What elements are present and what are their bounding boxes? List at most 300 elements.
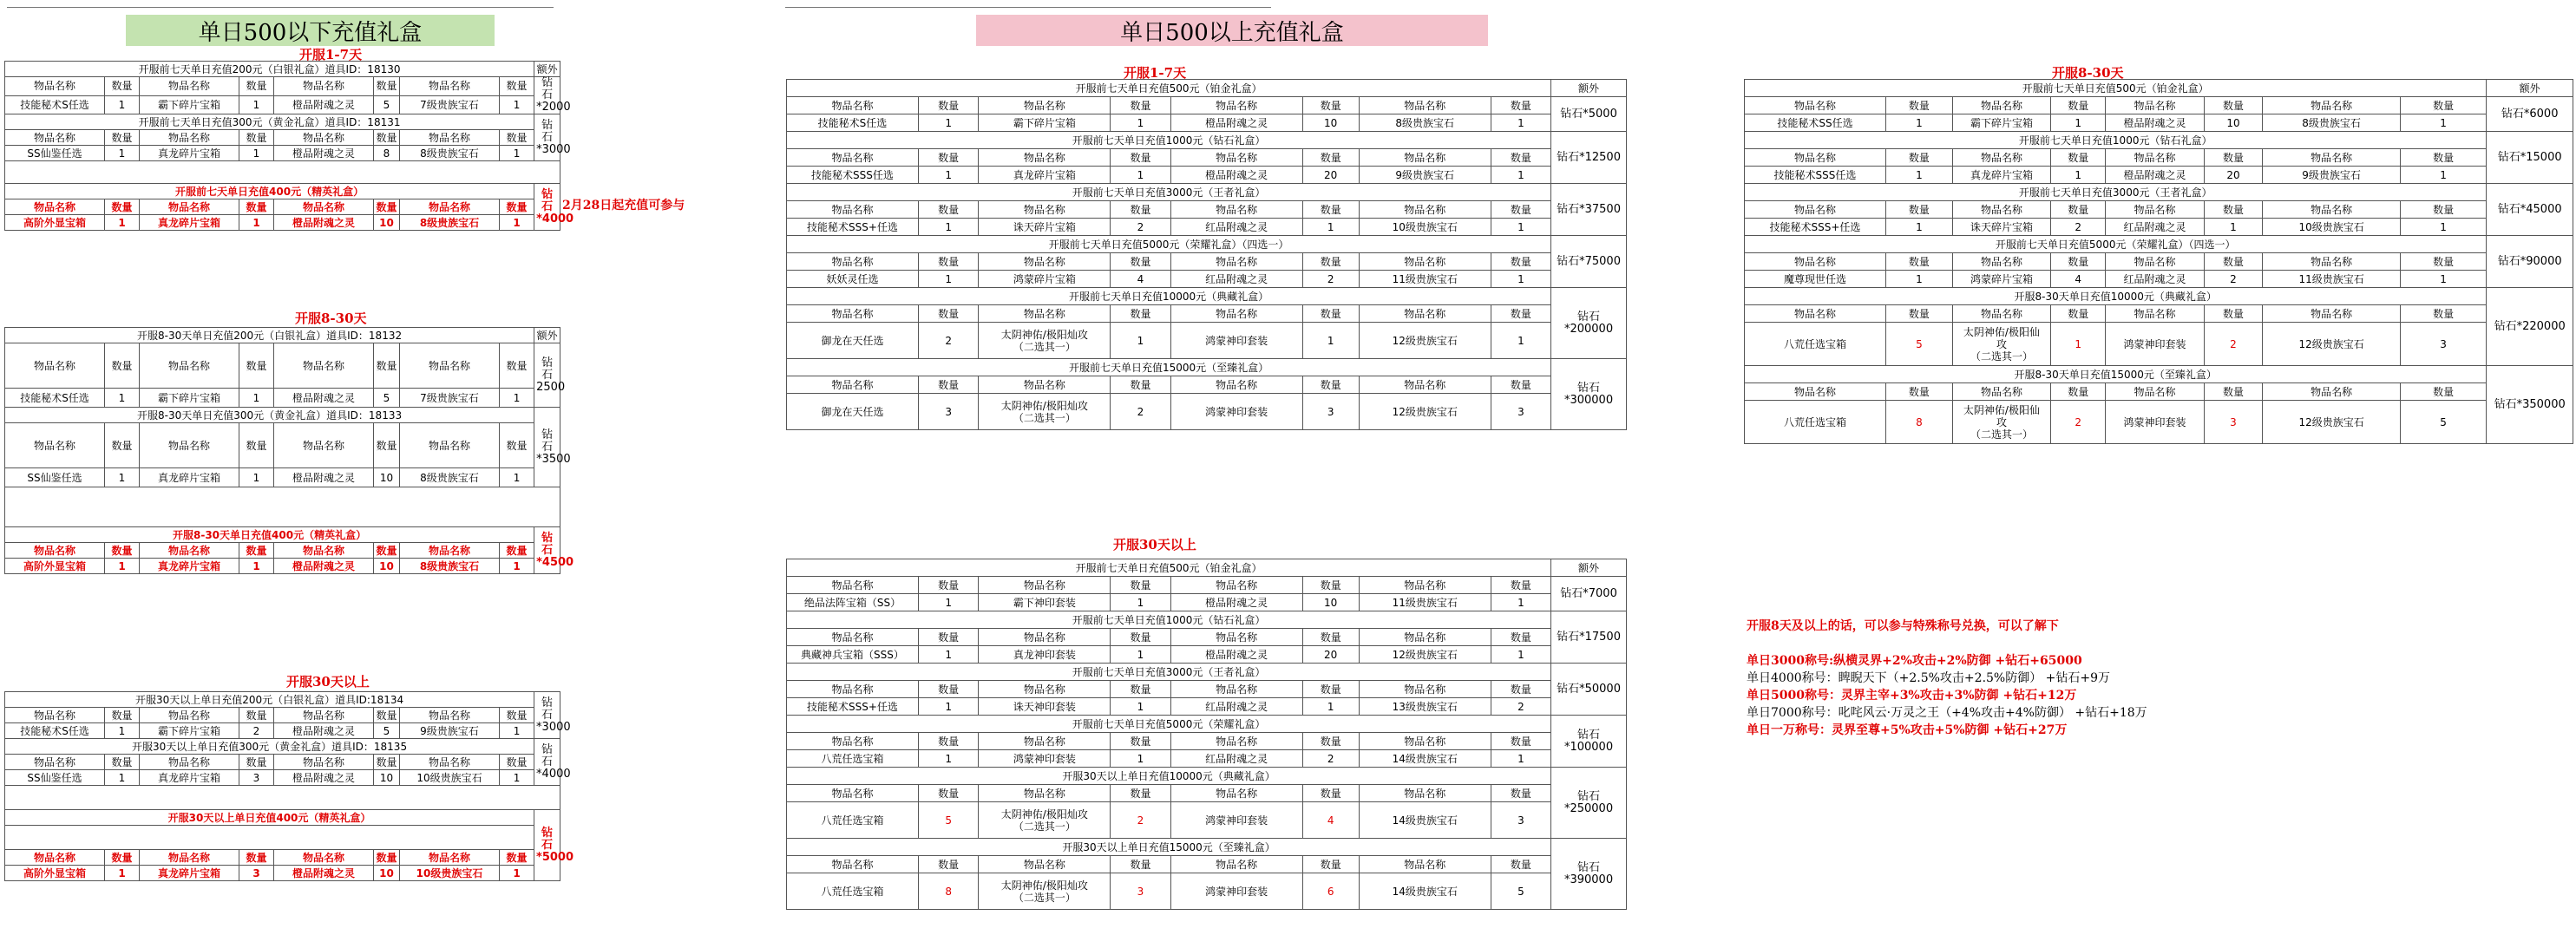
item-qty: 数量 — [2051, 201, 2106, 219]
item-name: 物品名称 — [274, 130, 374, 146]
extra-reward: 钻石*200000 — [1551, 288, 1627, 359]
table-row — [1745, 271, 2573, 288]
header-right-8-30: 开服8-30天 — [2052, 65, 2124, 81]
item-qty: 5 — [374, 95, 400, 114]
table-row — [5, 161, 560, 184]
title-note: 单日一万称号：灵界至尊+5%攻击+5%防御 +钻石+27万 — [1747, 723, 2068, 737]
item-qty: 数量 — [239, 130, 274, 146]
table-row — [787, 184, 1627, 201]
item-name: 物品名称 — [274, 708, 374, 723]
item-qty: 10 — [374, 866, 400, 881]
item-name: 物品名称 — [1170, 305, 1302, 323]
table-row — [787, 577, 1627, 594]
item-qty: 数量 — [374, 343, 400, 389]
table-row — [1745, 305, 2573, 323]
item-qty: 数量 — [1491, 201, 1550, 219]
divider — [7, 7, 554, 8]
item-name: 10级贵族宝石 — [400, 866, 500, 881]
box-caption: 开服前七天单日充值15000元（至臻礼盒） — [787, 359, 1551, 376]
item-qty: 1 — [105, 770, 140, 786]
table-row — [5, 199, 560, 215]
item-qty: 数量 — [2204, 383, 2263, 401]
item-name: 物品名称 — [2263, 149, 2400, 167]
item-name: 橙品附魂之灵 — [274, 770, 374, 786]
item-name: 太阴神佑/极阳仙 攻 （二选其一） — [1952, 323, 2050, 366]
item-qty: 数量 — [239, 77, 274, 96]
item-name: 14级贵族宝石 — [1359, 802, 1491, 839]
item-name: 物品名称 — [1170, 856, 1302, 873]
item-qty: 2 — [1491, 698, 1550, 716]
item-qty: 数量 — [105, 543, 140, 559]
item-name: 物品名称 — [1170, 681, 1302, 698]
item-qty: 数量 — [239, 850, 274, 866]
item-name: 物品名称 — [1359, 681, 1491, 698]
table-row — [787, 664, 1627, 681]
item-name: 物品名称 — [5, 423, 105, 468]
item-qty: 1 — [918, 646, 978, 664]
item-name: 物品名称 — [140, 755, 239, 770]
item-name: 物品名称 — [1359, 577, 1491, 594]
item-qty: 数量 — [2400, 97, 2487, 114]
item-qty: 数量 — [1302, 681, 1359, 698]
item-name: 物品名称 — [979, 733, 1111, 750]
box-caption: 开服30天以上单日充值300元（黄金礼盒）道具ID：18135 — [5, 739, 534, 755]
extra-reward: 钻石2500 — [534, 343, 560, 408]
item-qty: 1 — [1111, 167, 1170, 184]
title-note: 单日7000称号：叱咤风云·万灵之王（+4%攻击+4%防御） +钻石+18万 — [1747, 706, 2147, 720]
item-name: 鸿蒙神印套装 — [979, 750, 1111, 768]
banner-over-500: 单日500以上充值礼盒 — [976, 15, 1488, 46]
item-qty: 1 — [1491, 594, 1550, 611]
item-qty: 数量 — [374, 423, 400, 468]
table-row — [787, 132, 1627, 149]
item-qty: 数量 — [1491, 785, 1550, 802]
box-caption: 开服前七天单日充值1000元（钻石礼盒） — [1745, 132, 2487, 149]
extra-reward: 钻石*7000 — [1551, 577, 1627, 611]
item-name: 技能秘术SS任选 — [1745, 114, 1886, 132]
item-name: 10级贵族宝石 — [400, 770, 500, 786]
item-name: 鸿蒙神印套装 — [1170, 873, 1302, 910]
item-qty: 数量 — [105, 423, 140, 468]
item-qty: 数量 — [1491, 681, 1550, 698]
item-name: 绝品法阵宝箱（SS） — [787, 594, 919, 611]
box-caption: 开服前七天单日充值400元（精英礼盒） — [5, 184, 534, 199]
item-qty: 数量 — [500, 423, 534, 468]
item-qty: 数量 — [1302, 97, 1359, 114]
box-caption: 开服8-30天单日充值200元（白银礼盒）道具ID：18132 — [5, 328, 534, 343]
item-name: 鸿蒙神印套装 — [1170, 323, 1302, 359]
item-qty: 10 — [374, 770, 400, 786]
extra-reward: 钻石*15000 — [2487, 132, 2573, 184]
item-qty: 数量 — [1111, 376, 1170, 394]
extra-reward: 钻石*350000 — [2487, 366, 2573, 444]
item-name: 物品名称 — [1745, 201, 1886, 219]
item-qty: 1 — [918, 219, 978, 236]
item-qty: 1 — [918, 698, 978, 716]
item-qty: 数量 — [105, 199, 140, 215]
item-name: 橙品附魂之灵 — [274, 723, 374, 739]
title-notes — [1747, 618, 2147, 739]
table-row — [5, 755, 560, 770]
item-qty: 数量 — [374, 77, 400, 96]
table-row — [5, 423, 560, 468]
item-name: 物品名称 — [787, 97, 919, 114]
table-row — [787, 288, 1627, 305]
item-qty: 3 — [1491, 394, 1550, 430]
item-name: 8级贵族宝石 — [400, 468, 500, 487]
box-caption: 开服8-30天单日充值10000元（典藏礼盒） — [1745, 288, 2487, 305]
item-name: 物品名称 — [1952, 149, 2050, 167]
item-name: 霸下碎片宝箱 — [979, 114, 1111, 132]
box-caption: 开服前七天单日充值300元（黄金礼盒）道具ID：18131 — [5, 114, 534, 130]
table-left-30plus — [4, 691, 574, 881]
item-name: 八荒任选宝箱 — [1745, 401, 1886, 444]
item-qty: 数量 — [374, 199, 400, 215]
item-qty: 1 — [500, 95, 534, 114]
item-qty: 3 — [1111, 873, 1170, 910]
item-qty: 数量 — [918, 253, 978, 271]
item-qty: 数量 — [1111, 149, 1170, 167]
item-name: 物品名称 — [787, 149, 919, 167]
table-row — [787, 873, 1627, 910]
item-name: 物品名称 — [979, 149, 1111, 167]
item-qty: 数量 — [239, 708, 274, 723]
table-row — [5, 114, 560, 130]
item-qty: 数量 — [918, 856, 978, 873]
item-name: 物品名称 — [979, 629, 1111, 646]
item-qty: 5 — [1491, 873, 1550, 910]
item-name: 物品名称 — [2106, 97, 2204, 114]
item-qty: 1 — [500, 468, 534, 487]
item-qty: 数量 — [500, 708, 534, 723]
item-qty: 1 — [2051, 114, 2106, 132]
table-row — [5, 328, 560, 343]
table-row — [787, 856, 1627, 873]
item-qty: 1 — [105, 389, 140, 408]
table-row — [1745, 132, 2573, 149]
extra-reward: 钻石*17500 — [1551, 611, 1627, 664]
item-qty: 数量 — [1491, 577, 1550, 594]
item-qty: 1 — [1111, 114, 1170, 132]
box-caption: 开服前七天单日充值1000元（钻石礼盒） — [787, 611, 1551, 629]
item-qty: 数量 — [105, 343, 140, 389]
item-qty: 2 — [239, 723, 274, 739]
banner-under-500: 单日500以下充值礼盒 — [126, 15, 495, 46]
item-name: 8级贵族宝石 — [1359, 114, 1491, 132]
item-name: 物品名称 — [1359, 201, 1491, 219]
item-qty: 2 — [2051, 401, 2106, 444]
item-qty: 1 — [1111, 323, 1170, 359]
item-qty: 1 — [500, 146, 534, 161]
item-name: 12级贵族宝石 — [2263, 401, 2400, 444]
table-row — [5, 343, 560, 389]
table-row — [787, 236, 1627, 253]
item-qty: 数量 — [1302, 305, 1359, 323]
table-row — [787, 716, 1627, 733]
item-qty: 数量 — [1885, 97, 1952, 114]
item-qty: 1 — [1491, 750, 1550, 768]
table-row — [5, 487, 560, 527]
item-name: SS仙鉴任选 — [5, 146, 105, 161]
item-qty: 2 — [2204, 271, 2263, 288]
item-name: 八荒任选宝箱 — [787, 750, 919, 768]
item-qty: 数量 — [2204, 97, 2263, 114]
item-name: 物品名称 — [2263, 97, 2400, 114]
extra-reward: 钻石*3000 — [534, 692, 560, 739]
table-row — [5, 95, 560, 114]
item-name: 霸下碎片宝箱 — [140, 95, 239, 114]
item-name: 物品名称 — [5, 708, 105, 723]
table-row — [787, 253, 1627, 271]
item-qty: 数量 — [2051, 383, 2106, 401]
item-name: 八荒任选宝箱 — [787, 802, 919, 839]
item-qty: 数量 — [2400, 253, 2487, 271]
table-row — [787, 359, 1627, 376]
item-qty: 1 — [2204, 219, 2263, 236]
table-row — [787, 733, 1627, 750]
item-qty: 数量 — [918, 733, 978, 750]
item-qty: 数量 — [374, 130, 400, 146]
table-row — [787, 305, 1627, 323]
item-name: 霸下碎片宝箱 — [140, 389, 239, 408]
table-row — [5, 468, 560, 487]
item-name: 物品名称 — [400, 199, 500, 215]
extra-header: 额外 — [1551, 80, 1627, 97]
item-name: 物品名称 — [5, 543, 105, 559]
item-qty: 数量 — [374, 755, 400, 770]
item-name: 物品名称 — [1170, 629, 1302, 646]
item-qty: 1 — [918, 114, 978, 132]
item-qty: 2 — [1111, 802, 1170, 839]
item-name: 物品名称 — [979, 253, 1111, 271]
table-row — [5, 739, 560, 755]
item-qty: 1 — [1302, 323, 1359, 359]
item-qty: 数量 — [374, 850, 400, 866]
table-row — [1745, 167, 2573, 184]
extra-reward: 钻石*75000 — [1551, 236, 1627, 288]
item-qty: 数量 — [1111, 201, 1170, 219]
box-caption: 开服前七天单日充值5000元（荣耀礼盒）（四选一） — [787, 236, 1551, 253]
item-qty: 数量 — [2400, 149, 2487, 167]
item-name: 红品附魂之灵 — [1170, 698, 1302, 716]
item-qty: 数量 — [918, 201, 978, 219]
item-name: 物品名称 — [1170, 577, 1302, 594]
item-qty: 数量 — [1491, 376, 1550, 394]
item-qty: 1 — [105, 866, 140, 881]
item-qty: 数量 — [2400, 383, 2487, 401]
item-qty: 1 — [105, 215, 140, 231]
table-row — [787, 114, 1627, 132]
box-caption: 开服30天以上单日充值15000元（至臻礼盒） — [787, 839, 1551, 856]
item-name: 御龙在天任选 — [787, 323, 919, 359]
item-qty: 数量 — [500, 343, 534, 389]
item-name: 橙品附魂之灵 — [1170, 167, 1302, 184]
box-caption: 开服30天以上单日充值400元（精英礼盒） — [5, 810, 534, 826]
item-qty: 1 — [500, 215, 534, 231]
item-qty: 数量 — [1111, 305, 1170, 323]
table-row — [787, 80, 1627, 97]
item-name: 物品名称 — [400, 77, 500, 96]
item-name: 诛天神印套装 — [979, 698, 1111, 716]
item-qty: 数量 — [1302, 577, 1359, 594]
table-row — [787, 376, 1627, 394]
item-name: 物品名称 — [1170, 253, 1302, 271]
item-qty: 10 — [2204, 114, 2263, 132]
header-left-30plus: 开服30天以上 — [286, 674, 370, 690]
item-qty: 数量 — [1302, 201, 1359, 219]
item-name: 高阶外显宝箱 — [5, 559, 105, 574]
item-qty: 4 — [1111, 271, 1170, 288]
item-qty: 10 — [374, 559, 400, 574]
box-caption: 开服8-30天单日充值400元（精英礼盒） — [5, 527, 534, 543]
side-note-feb28: 2月28日起充值可参与 — [562, 199, 685, 212]
table-row — [5, 850, 560, 866]
extra-reward: 钻石*220000 — [2487, 288, 2573, 366]
table-row — [787, 681, 1627, 698]
extra-reward: 钻石*300000 — [1551, 359, 1627, 430]
item-qty: 数量 — [1302, 733, 1359, 750]
item-name: 真龙碎片宝箱 — [979, 167, 1111, 184]
table-row — [1745, 97, 2573, 114]
item-name: 技能秘术SSS任选 — [1745, 167, 1886, 184]
box-caption: 开服前七天单日充值500元（铂金礼盒） — [787, 80, 1551, 97]
item-qty: 2 — [2051, 219, 2106, 236]
table-row — [1745, 323, 2573, 366]
item-qty: 2 — [1302, 271, 1359, 288]
item-name: 物品名称 — [787, 629, 919, 646]
item-name: 物品名称 — [400, 850, 500, 866]
item-name: 物品名称 — [400, 343, 500, 389]
item-name: 物品名称 — [400, 755, 500, 770]
item-name: 9级贵族宝石 — [400, 723, 500, 739]
table-row — [787, 768, 1627, 785]
table-row — [5, 866, 560, 881]
extra-reward: 钻石*50000 — [1551, 664, 1627, 716]
item-name: 橙品附魂之灵 — [274, 95, 374, 114]
item-name: 鸿蒙神印套装 — [2106, 323, 2204, 366]
divider — [785, 7, 1271, 8]
item-name: 物品名称 — [1952, 201, 2050, 219]
item-name: 物品名称 — [140, 543, 239, 559]
item-name: 物品名称 — [400, 708, 500, 723]
item-qty: 数量 — [2051, 97, 2106, 114]
item-qty: 数量 — [500, 543, 534, 559]
item-name: 物品名称 — [2106, 201, 2204, 219]
table-row — [787, 698, 1627, 716]
item-name: 物品名称 — [787, 785, 919, 802]
extra-reward: 钻石*100000 — [1551, 716, 1627, 768]
item-name: 技能秘术SSS+任选 — [787, 698, 919, 716]
item-name: 真龙碎片宝箱 — [140, 215, 239, 231]
table-row — [5, 723, 560, 739]
item-qty: 1 — [239, 389, 274, 408]
item-name: 8级贵族宝石 — [400, 146, 500, 161]
item-qty: 数量 — [1111, 97, 1170, 114]
extra-reward: 钻石*5000 — [1551, 97, 1627, 132]
item-name: 物品名称 — [1359, 376, 1491, 394]
item-qty: 数量 — [918, 681, 978, 698]
item-name: 物品名称 — [274, 199, 374, 215]
item-name: 物品名称 — [1170, 149, 1302, 167]
title-note: 单日3000称号:纵横灵界+2%攻击+2%防御 +钻石+65000 — [1747, 654, 2082, 668]
table-row — [787, 839, 1627, 856]
table-left-8-30 — [4, 327, 574, 574]
table-left-1-7 — [4, 61, 574, 231]
item-name: 诛天碎片宝箱 — [1952, 219, 2050, 236]
table-row — [787, 646, 1627, 664]
item-qty: 数量 — [1111, 577, 1170, 594]
item-qty: 1 — [1491, 114, 1550, 132]
item-qty: 数量 — [2051, 305, 2106, 323]
item-name: 物品名称 — [1359, 629, 1491, 646]
item-qty: 10 — [374, 468, 400, 487]
item-qty: 1 — [1491, 271, 1550, 288]
item-name: 物品名称 — [787, 681, 919, 698]
item-qty: 1 — [239, 559, 274, 574]
item-name: 物品名称 — [2263, 201, 2400, 219]
item-name: 妖妖灵任选 — [787, 271, 919, 288]
item-qty: 5 — [918, 802, 978, 839]
item-name: 技能秘术SSS任选 — [787, 167, 919, 184]
item-qty: 3 — [918, 394, 978, 430]
item-qty: 数量 — [1885, 149, 1952, 167]
item-name: 橙品附魂之灵 — [1170, 646, 1302, 664]
item-name: 物品名称 — [979, 305, 1111, 323]
table-row — [1745, 366, 2573, 383]
item-name: 诛天碎片宝箱 — [979, 219, 1111, 236]
item-name: 8级贵族宝石 — [2263, 114, 2400, 132]
table-row — [1745, 80, 2573, 97]
extra-reward: 钻石*37500 — [1551, 184, 1627, 236]
item-qty: 数量 — [500, 850, 534, 866]
item-qty: 数量 — [1885, 305, 1952, 323]
item-name: 物品名称 — [1745, 97, 1886, 114]
item-qty: 2 — [1302, 750, 1359, 768]
item-qty: 数量 — [2204, 201, 2263, 219]
table-mid-30plus — [786, 559, 1627, 910]
item-name: 物品名称 — [1745, 149, 1886, 167]
header-mid-1-7: 开服1-7天 — [1124, 65, 1187, 81]
item-name: 10级贵族宝石 — [2263, 219, 2400, 236]
item-name: 橙品附魂之灵 — [274, 215, 374, 231]
item-name: 真龙碎片宝箱 — [140, 468, 239, 487]
item-name: 魔尊现世任选 — [1745, 271, 1886, 288]
item-name: 物品名称 — [140, 130, 239, 146]
table-row — [5, 786, 560, 810]
item-qty: 3 — [239, 866, 274, 881]
item-name: 真龙碎片宝箱 — [1952, 167, 2050, 184]
item-name: 橙品附魂之灵 — [274, 146, 374, 161]
table-row — [787, 201, 1627, 219]
item-name: 物品名称 — [1170, 97, 1302, 114]
item-name: 9级贵族宝石 — [1359, 167, 1491, 184]
item-name: 霸下碎片宝箱 — [1952, 114, 2050, 132]
item-qty: 2 — [1111, 394, 1170, 430]
item-name: 物品名称 — [787, 253, 919, 271]
item-name: 物品名称 — [1952, 97, 2050, 114]
item-name: 物品名称 — [1359, 149, 1491, 167]
box-caption: 开服前七天单日充值10000元（典藏礼盒） — [787, 288, 1551, 305]
item-name: 鸿蒙神印套装 — [2106, 401, 2204, 444]
table-row — [1745, 253, 2573, 271]
item-qty: 数量 — [1491, 305, 1550, 323]
item-name: 霸下碎片宝箱 — [140, 723, 239, 739]
item-qty: 1 — [918, 750, 978, 768]
item-name: 物品名称 — [787, 733, 919, 750]
table-row — [1745, 383, 2573, 401]
item-qty: 数量 — [918, 305, 978, 323]
table-row — [787, 629, 1627, 646]
